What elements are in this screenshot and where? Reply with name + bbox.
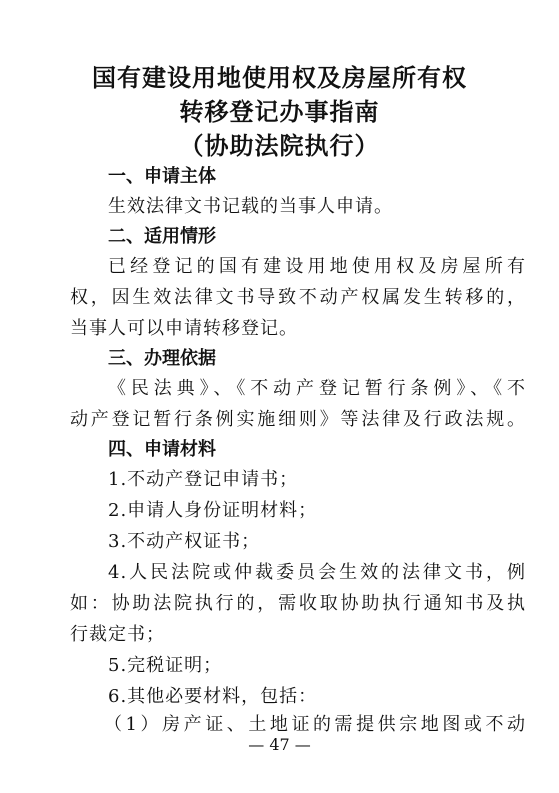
material-item-6: 6.其他必要材料，包括： <box>108 686 318 707</box>
section-text-basis-line-2: 动产登记暂行条例实施细则》等法律及行政法规。 <box>70 409 526 430</box>
document-title-line-2: 转移登记办事指南 <box>179 98 380 126</box>
section-heading-basis: 三、办理依据 <box>108 348 216 369</box>
section-text-applicable-line-3: 当事人可以申请转移登记。 <box>70 318 298 339</box>
material-item-5: 5.完税证明； <box>108 655 223 676</box>
page-number: — 47 — <box>248 735 311 754</box>
material-item-4-line-3: 行裁定书； <box>70 624 165 645</box>
section-text-applicable-line-1: 已经登记的国有建设用地使用权及房屋所有 <box>108 256 526 277</box>
section-text-applicable-line-2: 权，因生效法律文书导致不动产权属发生转移的， <box>70 287 526 308</box>
section-heading-applicable: 二、适用情形 <box>108 226 216 247</box>
document-title-line-3: （协助法院执行） <box>179 132 380 160</box>
material-item-1: 1.不动产登记申请书； <box>108 469 299 490</box>
material-item-4-line-1: 4.人民法院或仲裁委员会生效的法律文书，例 <box>108 562 526 583</box>
material-item-4-line-2: 如：协助法院执行的，需收取协助执行通知书及执 <box>70 593 526 614</box>
section-heading-materials: 四、申请材料 <box>108 439 216 460</box>
section-text-basis-line-1: 《民法典》、《不动产登记暂行条例》、《不 <box>108 378 526 399</box>
section-text-applicant: 生效法律文书记载的当事人申请。 <box>108 196 393 217</box>
document-title-line-1: 国有建设用地使用权及房屋所有权 <box>92 64 467 92</box>
material-item-6-sub-1: （1）房产证、土地证的需提供宗地图或不动 <box>104 714 526 735</box>
material-item-3: 3.不动产权证书； <box>108 531 261 552</box>
section-heading-applicant: 一、申请主体 <box>108 166 216 187</box>
material-item-2: 2.申请人身份证明材料； <box>108 500 318 521</box>
